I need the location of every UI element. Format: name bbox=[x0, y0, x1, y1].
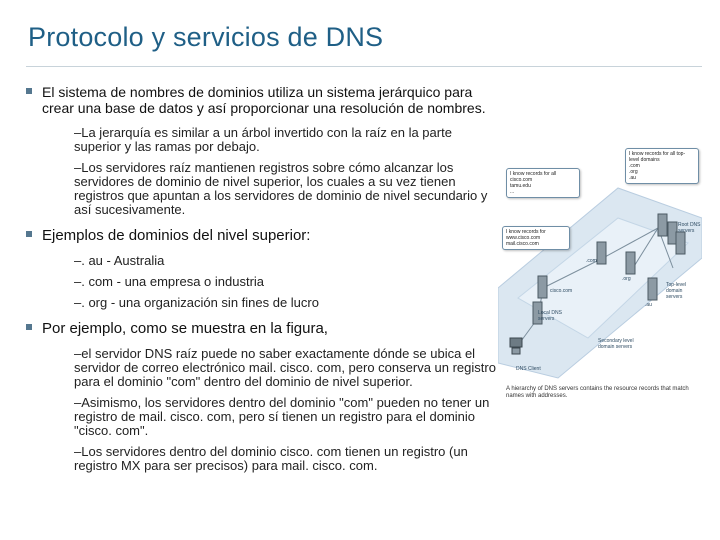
root-dns-label: Root DNS servers bbox=[678, 222, 701, 234]
dns-client-label: DNS Client bbox=[516, 366, 541, 372]
dns-client-monitor-icon bbox=[510, 338, 522, 347]
bullet-square-icon bbox=[26, 231, 32, 237]
callout-line: .com bbox=[629, 163, 640, 169]
sub-bullet: –La jerarquía es similar a un árbol invertido con la raíz en la parte superior y las ramas por debajo. bbox=[74, 125, 452, 154]
callout-line: cisco.com bbox=[510, 177, 533, 183]
bullet-text: Por ejemplo, como se muestra en la figura, bbox=[42, 320, 328, 337]
slide-content bbox=[24, 84, 496, 483]
cisco-records-callout bbox=[502, 226, 570, 250]
cisco-label: cisco.com bbox=[550, 288, 573, 294]
bullet-dns-hierarchy bbox=[24, 84, 496, 116]
top-level-domain-label: Top-level domain servers bbox=[666, 282, 687, 300]
org-label: .org bbox=[622, 276, 631, 282]
callout-line: .org bbox=[629, 169, 638, 175]
sub-bullet: –Los servidores dentro del dominio cisco. com tienen un registro (un registro MX para ser precisos) para mail. cisco. com. bbox=[74, 444, 468, 473]
com-label: .com bbox=[586, 258, 597, 264]
bullet-top-level-examples bbox=[24, 227, 496, 244]
dns-client-base-icon bbox=[512, 348, 520, 354]
callout-line: ... bbox=[510, 189, 515, 195]
callout-line: mail.cisco.com bbox=[506, 241, 539, 247]
au-label: .au bbox=[645, 302, 652, 308]
bullet-text: El sistema de nombres de dominios utiliza un sistema jerárquico para crear una base de datos y así proporcionar una resolución de nombres. bbox=[42, 84, 486, 116]
sub-bullet: –Los servidores raíz mantienen registros sobre cómo alcanzar los servidores de dominio de nivel superior, los cuales a su vez tienen registros que apuntan a los servidores de dominio de nivel secundario y así sucesivamente. bbox=[74, 160, 488, 217]
sub-bullet: –el servidor DNS raíz puede no saber exactamente dónde se ubica el servidor de correo electrónico mail. cisco. com, pero conserva un registro para el dominio "com" dentro del dominio de nivel superior. bbox=[74, 346, 496, 389]
root-server-icon bbox=[658, 214, 667, 236]
com-server-icon bbox=[597, 242, 606, 264]
local-dns-label: Local DNS servers bbox=[538, 310, 562, 322]
bullet-text: Ejemplos de dominios del nivel superior: bbox=[42, 227, 311, 244]
sub-bullet: –. au - Australia bbox=[74, 253, 165, 268]
bullet-example bbox=[24, 320, 496, 337]
secondary-level-domain-label: Secondary level domain servers bbox=[598, 338, 634, 350]
root-server-icon bbox=[676, 232, 685, 254]
sub-bullet: –. org - una organización sin fines de lucro bbox=[74, 295, 319, 310]
au-server-icon bbox=[648, 278, 657, 300]
callout-line: .au bbox=[629, 175, 636, 181]
sub-bullet: –Asimismo, los servidores dentro del dominio "com" pueden no tener un registro de mail. cisco. com, pero sí tienen un registro para el dominio "cisco. com". bbox=[74, 395, 490, 438]
page-title: Protocolo y servicios de DNS bbox=[28, 22, 384, 52]
com-records-callout bbox=[506, 168, 580, 198]
sub-bullet: –. com - una empresa o industria bbox=[74, 274, 265, 289]
callout-line: tamu.edu bbox=[510, 183, 531, 189]
root-records-callout bbox=[625, 148, 699, 184]
title-divider bbox=[26, 66, 702, 67]
dns-hierarchy-figure bbox=[498, 148, 702, 398]
cisco-server-icon bbox=[538, 276, 547, 298]
org-server-icon bbox=[626, 252, 635, 274]
callout-line: I know records for all top-level domains bbox=[629, 151, 686, 163]
figure-caption: A hierarchy of DNS servers contains the resource records that match names with addresses. bbox=[506, 386, 689, 399]
callout-line: www.cisco.com bbox=[506, 235, 541, 241]
callout-line: I know records for all bbox=[510, 171, 557, 177]
bullet-square-icon bbox=[26, 324, 32, 330]
callout-line: I know records for bbox=[506, 229, 546, 235]
bullet-square-icon bbox=[26, 88, 32, 94]
